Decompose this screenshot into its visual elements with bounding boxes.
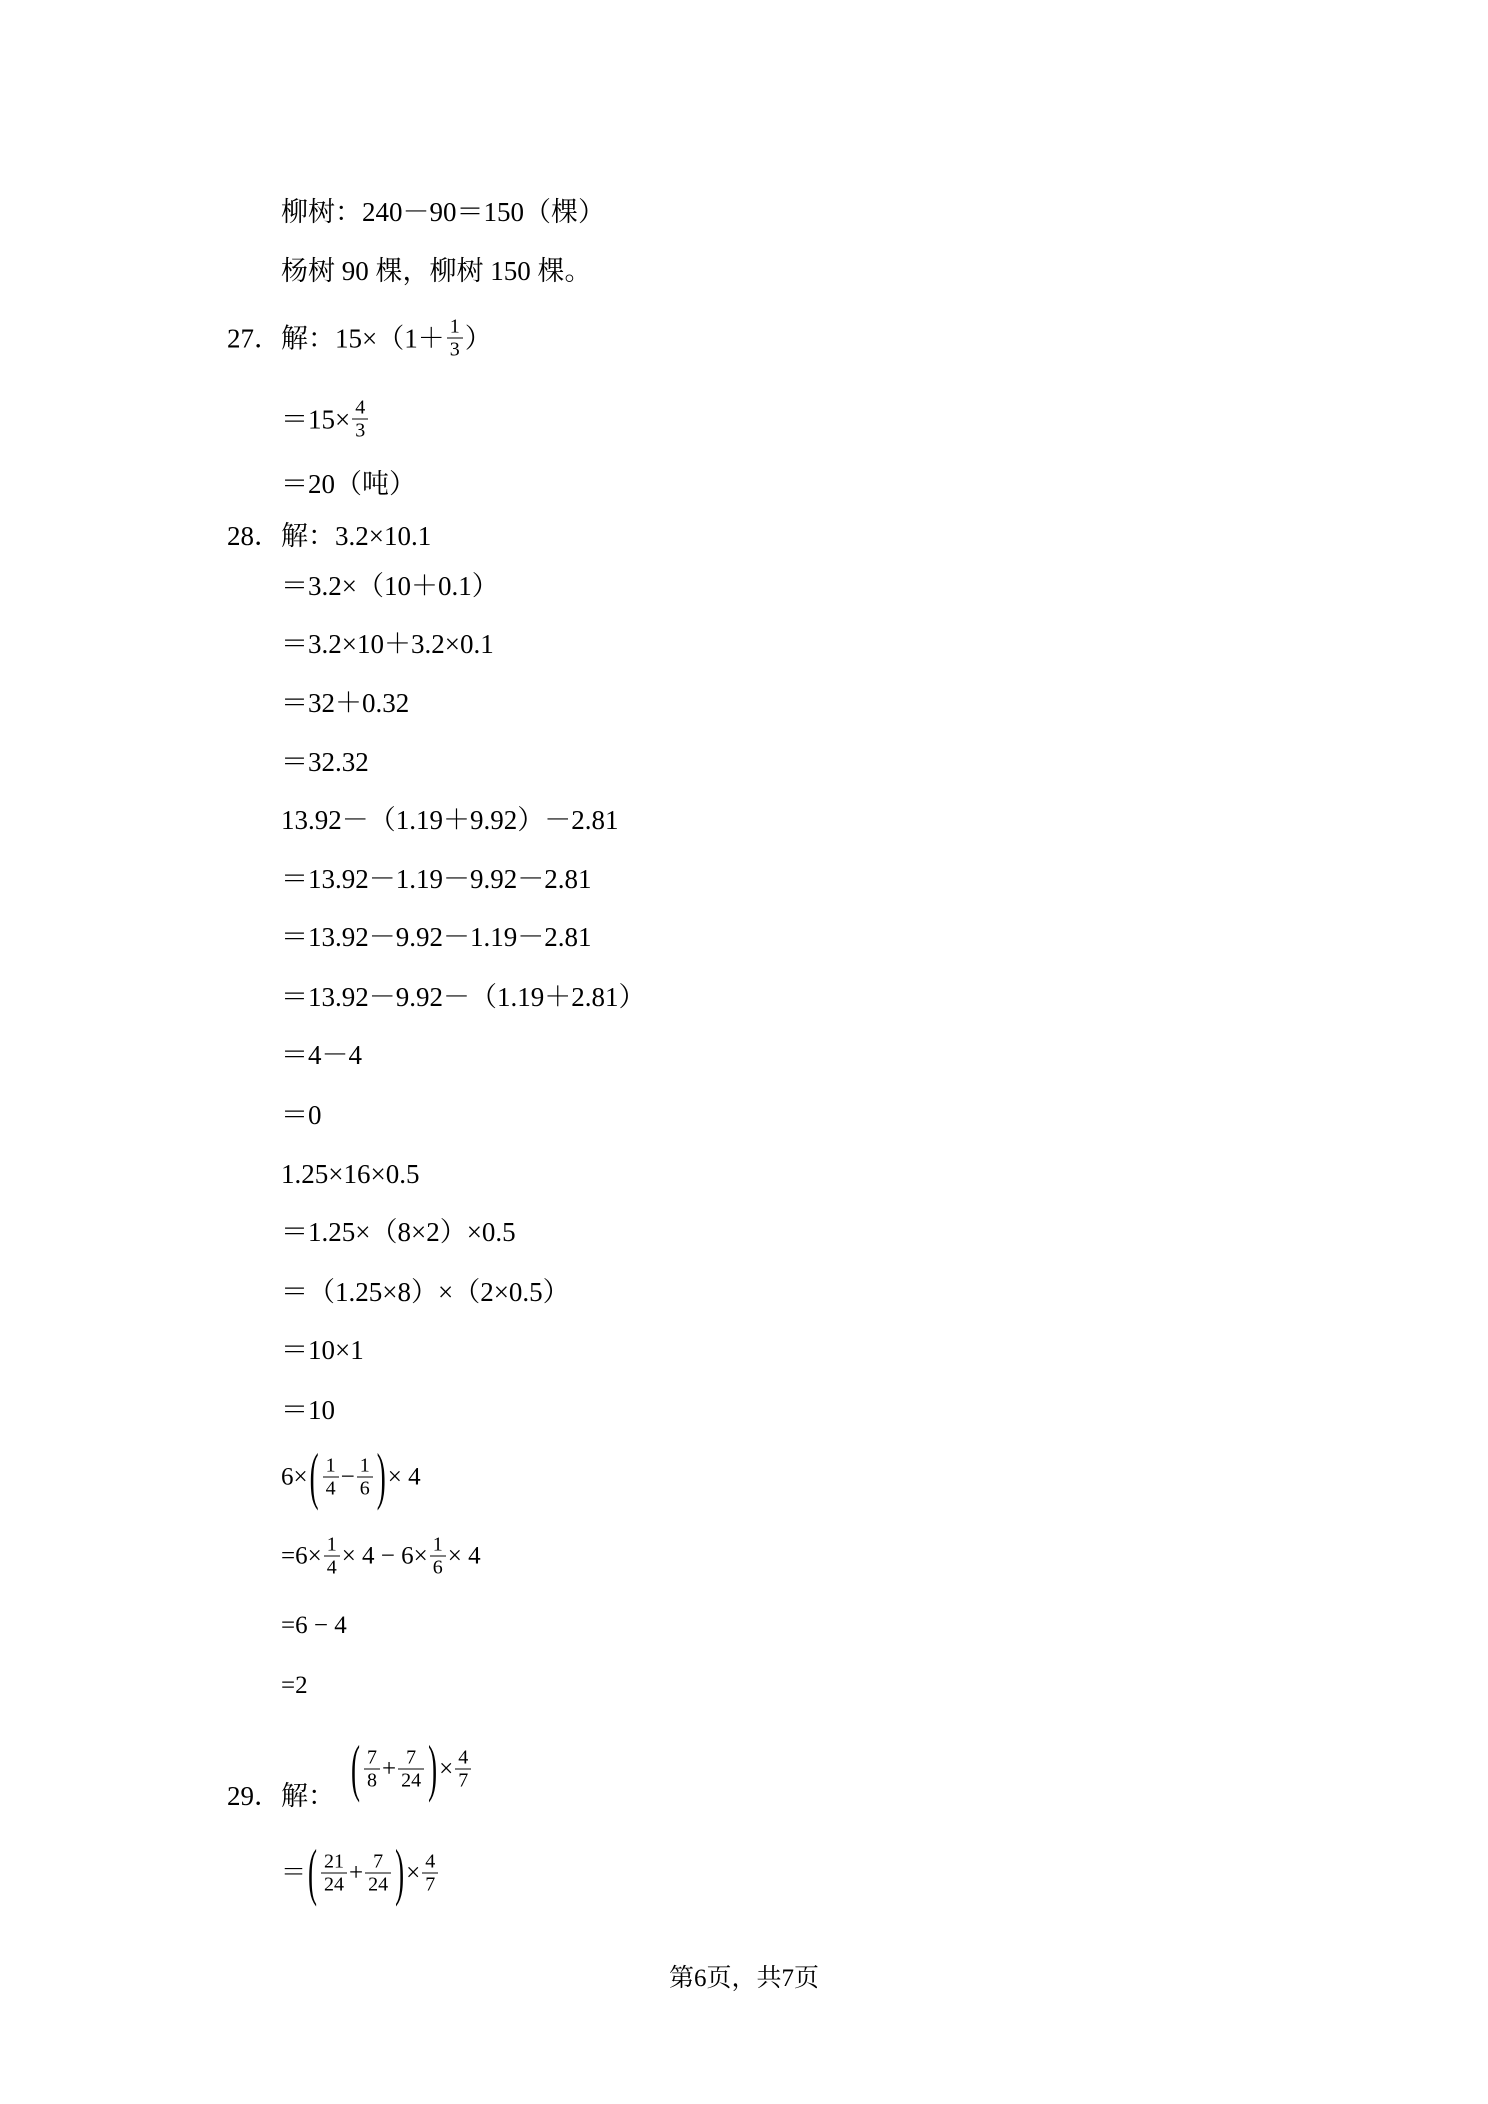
expression-text: × 4 <box>387 1463 421 1490</box>
fraction-numerator: 1 <box>326 1533 337 1556</box>
fraction-denominator: 3 <box>447 338 463 361</box>
expression-text: ＝15× <box>281 404 351 434</box>
operator: × <box>439 1755 454 1782</box>
fraction <box>422 1851 438 1896</box>
solution-line: ＝（1.25×8）×（2×0.5） <box>281 1277 570 1307</box>
fraction-denominator: 7 <box>455 1769 471 1792</box>
fraction-numerator: 21 <box>324 1850 345 1873</box>
solution-line: ＝32＋0.32 <box>281 688 410 718</box>
expression-text: × 4 <box>447 1542 481 1569</box>
left-parenthesis: ( <box>309 1440 319 1512</box>
right-parenthesis: ) <box>428 1732 438 1804</box>
solution-line: ＝3.2×10＋3.2×0.1 <box>281 629 494 659</box>
solution-line: ＝10 <box>281 1395 335 1425</box>
fraction-numerator: 7 <box>373 1850 384 1873</box>
fraction <box>455 1747 471 1792</box>
solution-line <box>281 1534 481 1579</box>
solution-expression <box>349 1732 473 1804</box>
fraction <box>365 1851 391 1896</box>
problem-number: 27． <box>227 323 281 353</box>
problem-29-heading <box>227 1779 335 1813</box>
expression-text: 15×（1＋ <box>335 323 445 353</box>
fraction <box>364 1747 380 1792</box>
solution-line <box>281 1836 440 1908</box>
fraction-numerator: 7 <box>406 1746 417 1769</box>
fraction-denominator: 3 <box>352 419 368 442</box>
solution-line <box>281 1440 421 1512</box>
page-footer: 第6页，共7页 <box>668 1965 819 1992</box>
fraction-numerator: 4 <box>425 1850 436 1873</box>
fraction-denominator: 8 <box>364 1769 380 1792</box>
expression-text: ＝ <box>281 1859 307 1886</box>
expression-text: 3.2×10.1 <box>335 521 432 551</box>
fraction-denominator: 24 <box>365 1873 391 1896</box>
fraction <box>430 1534 446 1579</box>
solution-line: ＝0 <box>281 1100 322 1130</box>
problem-27-heading <box>227 316 492 361</box>
fraction-denominator: 6 <box>357 1477 373 1500</box>
operator: × <box>406 1859 421 1886</box>
fraction-denominator: 4 <box>323 1477 339 1500</box>
fraction-denominator: 24 <box>398 1769 424 1792</box>
solution-line: ＝10×1 <box>281 1335 364 1365</box>
operator: + <box>349 1859 364 1886</box>
right-parenthesis: ) <box>376 1440 386 1512</box>
solution-line: ＝13.92－1.19－9.92－2.81 <box>281 864 592 894</box>
expression-text: =6× <box>281 1542 322 1569</box>
problem-number: 28． <box>227 521 281 551</box>
solution-line: 13.92－（1.19＋9.92）－2.81 <box>281 805 619 835</box>
solution-line: ＝13.92－9.92－1.19－2.81 <box>281 922 592 952</box>
fraction <box>447 316 463 361</box>
fraction <box>398 1747 424 1792</box>
solution-label: 解： <box>281 521 335 551</box>
solution-line: ＝13.92－9.92－（1.19＋2.81） <box>281 982 646 1012</box>
left-parenthesis: ( <box>351 1732 360 1804</box>
problem-28-heading <box>227 519 431 553</box>
solution-line: ＝4－4 <box>281 1040 362 1070</box>
solution-line: 1.25×16×0.5 <box>281 1159 420 1189</box>
solution-label: 解： <box>281 323 335 353</box>
solution-line <box>281 397 370 442</box>
expression-text: × 4 − 6× <box>341 1542 428 1569</box>
solution-label: 解： <box>281 1781 335 1811</box>
solution-line: =6 − 4 <box>281 1612 347 1639</box>
fraction <box>324 1534 340 1579</box>
fraction-numerator: 1 <box>359 1454 370 1477</box>
fraction-denominator: 7 <box>422 1873 438 1896</box>
operator: + <box>382 1755 397 1782</box>
solution-line: =2 <box>281 1672 308 1699</box>
fraction-denominator: 4 <box>324 1556 340 1579</box>
expression-text: 6× <box>281 1463 308 1490</box>
fraction-numerator: 1 <box>325 1454 336 1477</box>
problem-number: 29． <box>227 1781 281 1811</box>
solution-line: ＝32.32 <box>281 747 369 777</box>
answer-line: 杨树 90 棵，柳树 150 棵。 <box>281 256 592 286</box>
fraction-numerator: 1 <box>432 1533 443 1556</box>
fraction-numerator: 7 <box>367 1746 377 1769</box>
fraction <box>352 397 368 442</box>
fraction-numerator: 4 <box>458 1746 469 1769</box>
left-parenthesis: ( <box>308 1836 318 1908</box>
operator: − <box>340 1463 355 1490</box>
solution-line: ＝3.2×（10＋0.1） <box>281 571 499 601</box>
fraction-numerator: 4 <box>355 396 366 419</box>
fraction <box>323 1455 339 1500</box>
right-parenthesis: ) <box>395 1836 405 1908</box>
solution-line: 柳树：240－90＝150（棵） <box>281 197 605 227</box>
fraction-denominator: 24 <box>321 1873 347 1896</box>
fraction-numerator: 1 <box>449 315 460 338</box>
solution-line: ＝20（吨） <box>281 469 416 499</box>
fraction <box>357 1455 373 1500</box>
fraction <box>321 1851 347 1896</box>
fraction-denominator: 6 <box>430 1556 446 1579</box>
solution-line: ＝1.25×（8×2）×0.5 <box>281 1217 516 1247</box>
expression-text: ） <box>464 323 492 353</box>
